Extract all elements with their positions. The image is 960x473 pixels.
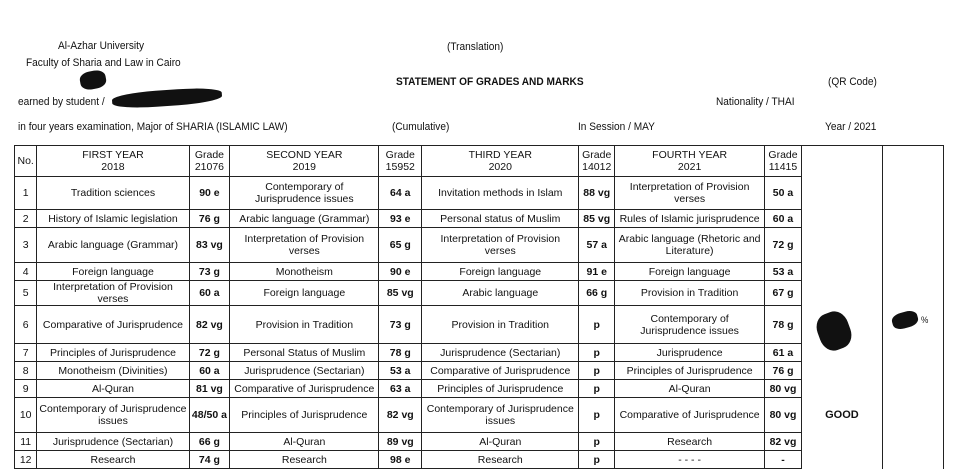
percent-cell bbox=[883, 210, 944, 228]
col-percent bbox=[883, 146, 944, 177]
subject-fourth-year: Contemporary of Jurisprudence issues bbox=[614, 306, 764, 344]
subject-second-year: Contemporary of Jurisprudence issues bbox=[230, 177, 379, 210]
grade-third-year: 88 vg bbox=[579, 177, 615, 210]
col-no: No. bbox=[15, 146, 37, 177]
grade-second-year: 89 vg bbox=[379, 433, 422, 451]
row-number: 10 bbox=[15, 398, 37, 433]
table-row bbox=[15, 306, 944, 344]
year-label: Year / 2021 bbox=[825, 121, 877, 133]
subject-third-year: Provision in Tradition bbox=[422, 306, 579, 344]
grade-first-year: 74 g bbox=[189, 451, 230, 469]
grade-fourth-year: 80 vg bbox=[765, 380, 802, 398]
grade-fourth-year: 76 g bbox=[765, 362, 802, 380]
subject-second-year: Principles of Jurisprudence bbox=[230, 398, 379, 433]
subject-first-year: Contemporary of Jurisprudence issues bbox=[37, 398, 189, 433]
subject-third-year: Principles of Jurisprudence bbox=[422, 380, 579, 398]
grade-third-year: 91 e bbox=[579, 263, 615, 281]
total-cell bbox=[801, 177, 882, 210]
row-number: 6 bbox=[15, 306, 37, 344]
subject-third-year: Jurisprudence (Sectarian) bbox=[422, 344, 579, 362]
subject-first-year: History of Islamic legislation bbox=[37, 210, 189, 228]
subject-second-year: Interpretation of Provision verses bbox=[230, 228, 379, 263]
grade-fourth-year: 60 a bbox=[765, 210, 802, 228]
grade-first-year: 90 e bbox=[189, 177, 230, 210]
grade-second-year: 63 a bbox=[379, 380, 422, 398]
subject-fourth-year: Rules of Islamic jurisprudence bbox=[614, 210, 764, 228]
subject-third-year: Comparative of Jurisprudence bbox=[422, 362, 579, 380]
table-header-row bbox=[15, 146, 944, 177]
grade-fourth-year: 53 a bbox=[765, 263, 802, 281]
overall-grade: GOOD bbox=[825, 409, 859, 421]
redaction-mark bbox=[112, 86, 223, 110]
subject-fourth-year: Principles of Jurisprudence bbox=[614, 362, 764, 380]
percent-cell bbox=[883, 177, 944, 210]
grade-first-year: 72 g bbox=[189, 344, 230, 362]
row-number: 5 bbox=[15, 281, 37, 306]
subject-third-year: Foreign language bbox=[422, 263, 579, 281]
statement-title: STATEMENT OF GRADES AND MARKS bbox=[396, 76, 584, 88]
grade-third-year: p bbox=[579, 433, 615, 451]
grade-second-year: 65 g bbox=[379, 228, 422, 263]
session-label: In Session / MAY bbox=[578, 121, 655, 133]
subject-fourth-year: Arabic language (Rhetoric and Literature) bbox=[614, 228, 764, 263]
row-number: 9 bbox=[15, 380, 37, 398]
table-row bbox=[15, 362, 944, 380]
percent-cell bbox=[883, 362, 944, 380]
subject-first-year: Monotheism (Divinities) bbox=[37, 362, 189, 380]
earned-by-label: earned by student / bbox=[18, 96, 105, 108]
total-cell bbox=[801, 263, 882, 281]
row-number: 11 bbox=[15, 433, 37, 451]
cumulative-label: (Cumulative) bbox=[392, 121, 450, 133]
grade-second-year: 90 e bbox=[379, 263, 422, 281]
subject-first-year: Research bbox=[37, 451, 189, 469]
subject-fourth-year: Provision in Tradition bbox=[614, 281, 764, 306]
subject-second-year: Personal Status of Muslim bbox=[230, 344, 379, 362]
grade-third-year: 85 vg bbox=[579, 210, 615, 228]
grade-second-year: 73 g bbox=[379, 306, 422, 344]
row-number: 8 bbox=[15, 362, 37, 380]
grade-third-year: p bbox=[579, 451, 615, 469]
grade-second-year: 98 e bbox=[379, 451, 422, 469]
subject-second-year: Provision in Tradition bbox=[230, 306, 379, 344]
grade-fourth-year: 50 a bbox=[765, 177, 802, 210]
total-cell bbox=[801, 362, 882, 380]
grade-fourth-year: 82 vg bbox=[765, 433, 802, 451]
table-row bbox=[15, 263, 944, 281]
grade-second-year: 53 a bbox=[379, 362, 422, 380]
university-name: Al-Azhar University bbox=[58, 40, 145, 52]
table-row bbox=[15, 210, 944, 228]
percent-cell bbox=[883, 281, 944, 306]
grade-fourth-year: 67 g bbox=[765, 281, 802, 306]
grades-table bbox=[14, 145, 944, 469]
percent-cell bbox=[883, 228, 944, 263]
exam-info: in four years examination, Major of SHARIA (ISLAMIC LAW) bbox=[18, 121, 288, 133]
subject-fourth-year: - - - - bbox=[614, 451, 764, 469]
grade-second-year: 78 g bbox=[379, 344, 422, 362]
grade-first-year: 73 g bbox=[189, 263, 230, 281]
translation-label: (Translation) bbox=[447, 41, 504, 53]
grade-fourth-year: 78 g bbox=[765, 306, 802, 344]
percent-cell bbox=[883, 433, 944, 451]
subject-first-year: Interpretation of Provision verses bbox=[37, 281, 189, 306]
row-number: 1 bbox=[15, 177, 37, 210]
redaction-mark bbox=[79, 69, 108, 91]
table-row bbox=[15, 281, 944, 306]
table-row bbox=[15, 380, 944, 398]
grade-fourth-year: - bbox=[765, 451, 802, 469]
subject-first-year: Jurisprudence (Sectarian) bbox=[37, 433, 189, 451]
subject-fourth-year: Foreign language bbox=[614, 263, 764, 281]
col-grade-2: Grade 15952 bbox=[379, 146, 422, 177]
grade-first-year: 82 vg bbox=[189, 306, 230, 344]
col-first-year: FIRST YEAR 2018 bbox=[37, 146, 189, 177]
row-number: 12 bbox=[15, 451, 37, 469]
subject-third-year: Interpretation of Provision verses bbox=[422, 228, 579, 263]
subject-third-year: Research bbox=[422, 451, 579, 469]
subject-third-year: Personal status of Muslim bbox=[422, 210, 579, 228]
total-cell bbox=[801, 398, 882, 433]
grade-second-year: 82 vg bbox=[379, 398, 422, 433]
grade-second-year: 64 a bbox=[379, 177, 422, 210]
table-row bbox=[15, 228, 944, 263]
grade-third-year: p bbox=[579, 362, 615, 380]
subject-third-year: Arabic language bbox=[422, 281, 579, 306]
col-total bbox=[801, 146, 882, 177]
total-cell bbox=[801, 380, 882, 398]
row-number: 4 bbox=[15, 263, 37, 281]
percent-cell bbox=[883, 344, 944, 362]
table-row bbox=[15, 177, 944, 210]
subject-second-year: Foreign language bbox=[230, 281, 379, 306]
subject-first-year: Foreign language bbox=[37, 263, 189, 281]
col-second-year: SECOND YEAR 2019 bbox=[230, 146, 379, 177]
subject-first-year: Principles of Jurisprudence bbox=[37, 344, 189, 362]
grade-first-year: 60 a bbox=[189, 362, 230, 380]
grade-third-year: p bbox=[579, 344, 615, 362]
total-cell bbox=[801, 433, 882, 451]
row-number: 7 bbox=[15, 344, 37, 362]
grade-fourth-year: 72 g bbox=[765, 228, 802, 263]
subject-fourth-year: Research bbox=[614, 433, 764, 451]
percent-cell bbox=[883, 398, 944, 433]
grade-first-year: 83 vg bbox=[189, 228, 230, 263]
table-row bbox=[15, 433, 944, 451]
percent-cell bbox=[883, 263, 944, 281]
col-grade-4: Grade 11415 bbox=[765, 146, 802, 177]
faculty-name: Faculty of Sharia and Law in Cairo bbox=[26, 57, 181, 69]
table-row bbox=[15, 398, 944, 433]
col-grade-3: Grade 14012 bbox=[579, 146, 615, 177]
table-row bbox=[15, 344, 944, 362]
subject-second-year: Arabic language (Grammar) bbox=[230, 210, 379, 228]
grade-first-year: 81 vg bbox=[189, 380, 230, 398]
subject-fourth-year: Interpretation of Provision verses bbox=[614, 177, 764, 210]
subject-fourth-year: Comparative of Jurisprudence bbox=[614, 398, 764, 433]
grade-third-year: 66 g bbox=[579, 281, 615, 306]
grade-fourth-year: 80 vg bbox=[765, 398, 802, 433]
subject-second-year: Al-Quran bbox=[230, 433, 379, 451]
grade-third-year: p bbox=[579, 380, 615, 398]
total-cell bbox=[801, 228, 882, 263]
grade-first-year: 76 g bbox=[189, 210, 230, 228]
col-grade-1: Grade 21076 bbox=[189, 146, 230, 177]
percent-cell bbox=[883, 380, 944, 398]
subject-first-year: Comparative of Jurisprudence bbox=[37, 306, 189, 344]
col-third-year: THIRD YEAR 2020 bbox=[422, 146, 579, 177]
subject-fourth-year: Jurisprudence bbox=[614, 344, 764, 362]
row-number: 2 bbox=[15, 210, 37, 228]
subject-second-year: Comparative of Jurisprudence bbox=[230, 380, 379, 398]
subject-first-year: Arabic language (Grammar) bbox=[37, 228, 189, 263]
table-row bbox=[15, 451, 944, 469]
qr-code-label: (QR Code) bbox=[828, 76, 877, 88]
grade-second-year: 93 e bbox=[379, 210, 422, 228]
grade-second-year: 85 vg bbox=[379, 281, 422, 306]
percent-cell bbox=[883, 451, 944, 469]
grade-first-year: 48/50 a bbox=[189, 398, 230, 433]
subject-second-year: Research bbox=[230, 451, 379, 469]
subject-third-year: Contemporary of Jurisprudence issues bbox=[422, 398, 579, 433]
subject-fourth-year: Al-Quran bbox=[614, 380, 764, 398]
grade-third-year: p bbox=[579, 306, 615, 344]
subject-first-year: Al-Quran bbox=[37, 380, 189, 398]
grade-first-year: 66 g bbox=[189, 433, 230, 451]
percent-sign: % bbox=[921, 315, 929, 325]
subject-third-year: Al-Quran bbox=[422, 433, 579, 451]
grade-first-year: 60 a bbox=[189, 281, 230, 306]
grade-third-year: p bbox=[579, 398, 615, 433]
row-number: 3 bbox=[15, 228, 37, 263]
col-fourth-year: FOURTH YEAR 2021 bbox=[614, 146, 764, 177]
subject-first-year: Tradition sciences bbox=[37, 177, 189, 210]
subject-second-year: Monotheism bbox=[230, 263, 379, 281]
subject-third-year: Invitation methods in Islam bbox=[422, 177, 579, 210]
grade-fourth-year: 61 a bbox=[765, 344, 802, 362]
total-cell bbox=[801, 451, 882, 469]
subject-second-year: Jurisprudence (Sectarian) bbox=[230, 362, 379, 380]
total-cell bbox=[801, 281, 882, 306]
nationality-label: Nationality / THAI bbox=[716, 96, 795, 108]
grade-third-year: 57 a bbox=[579, 228, 615, 263]
total-cell bbox=[801, 210, 882, 228]
